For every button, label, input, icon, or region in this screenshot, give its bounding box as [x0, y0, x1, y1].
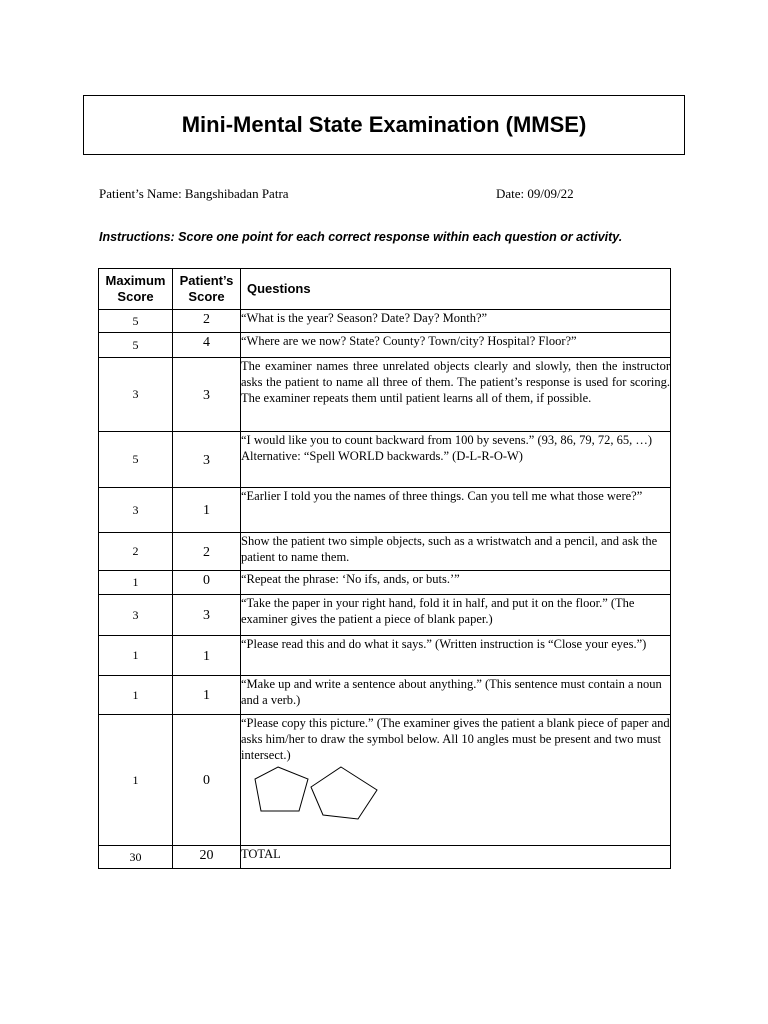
question-cell: Show the patient two simple objects, such as a wristwatch and a pencil, and ask the patient to name them. [241, 533, 671, 571]
table-row [99, 715, 671, 846]
question-cell: “Please read this and do what it says.” (Written instruction is “Close your eyes.”) [241, 636, 671, 676]
patient-name: Patient’s Name: Bangshibadan Patra [99, 186, 289, 201]
patient-score-cell: 2 [173, 533, 241, 571]
pentagon-right [311, 767, 377, 819]
intersecting-pentagons-drawing [241, 765, 381, 823]
table-row [99, 636, 671, 676]
header-patient-score: Patient’s Score [173, 269, 241, 310]
table-row [99, 310, 671, 333]
table-header-row [99, 269, 671, 310]
question-cell: The examiner names three unrelated objects clearly and slowly, then the instructor asks the patient to name all three of them. The patient’s response is used for scoring. The examiner repeats them until patient learns all of them, if possible. [241, 358, 671, 432]
max-score-cell: 2 [99, 533, 173, 571]
question-cell: “Take the paper in your right hand, fold it in half, and put it on the floor.” (The examiner gives the patient a piece of blank paper.) [241, 595, 671, 636]
max-score-cell: 1 [99, 571, 173, 595]
table-row [99, 358, 671, 432]
max-score-cell: 1 [99, 715, 173, 846]
page-title: Mini-Mental State Examination (MMSE) [181, 112, 587, 137]
total-patient-score-cell: 20 [173, 846, 241, 869]
table-row [99, 846, 671, 869]
instructions: Instructions: Score one point for each correct response within each question or activity. [99, 230, 623, 244]
patient-score-cell: 0 [173, 571, 241, 595]
patient-score-cell: 1 [173, 636, 241, 676]
question-alternative: Alternative: “Spell WORLD backwards.” (D-L-R-O-W) [241, 449, 523, 463]
exam-date: Date: 09/09/22 [496, 186, 574, 201]
table-row [99, 333, 671, 358]
patient-score-cell: 0 [173, 715, 241, 846]
question-cell [241, 715, 671, 846]
table-row [99, 533, 671, 571]
header-max-score: Maximum Score [99, 269, 173, 310]
max-score-cell: 5 [99, 432, 173, 488]
max-score-cell: 3 [99, 595, 173, 636]
question-cell: “Repeat the phrase: ‘No ifs, ands, or buts.’” [241, 571, 671, 595]
table-row [99, 488, 671, 533]
patient-score-cell: 1 [173, 676, 241, 715]
header-questions: Questions [241, 269, 671, 310]
max-score-cell: 5 [99, 333, 173, 358]
patient-score-cell: 1 [173, 488, 241, 533]
title-box [83, 95, 685, 155]
table-row [99, 571, 671, 595]
question-cell: “Where are we now? State? County? Town/city? Hospital? Floor?” [241, 333, 671, 358]
question-cell: “What is the year? Season? Date? Day? Month?” [241, 310, 671, 333]
patient-score-cell: 3 [173, 595, 241, 636]
total-label-cell: TOTAL [241, 846, 671, 869]
pentagon-left [255, 767, 308, 811]
max-score-cell: 3 [99, 488, 173, 533]
question-cell [241, 432, 671, 488]
max-score-cell: 1 [99, 636, 173, 676]
question-cell: “Earlier I told you the names of three things. Can you tell me what those were?” [241, 488, 671, 533]
table-row [99, 595, 671, 636]
patient-score-cell: 4 [173, 333, 241, 358]
table-row [99, 676, 671, 715]
patient-score-cell: 3 [173, 358, 241, 432]
patient-score-cell: 3 [173, 432, 241, 488]
patient-score-cell: 2 [173, 310, 241, 333]
mmse-table [98, 268, 671, 869]
max-score-cell: 5 [99, 310, 173, 333]
question-text: “Please copy this picture.” (The examiner gives the patient a blank piece of paper and asks him/her to draw the symbol below. All 10 angles must be present and two must intersect.) [241, 716, 670, 762]
total-max-score-cell: 30 [99, 846, 173, 869]
table-row [99, 432, 671, 488]
max-score-cell: 3 [99, 358, 173, 432]
question-text: “I would like you to count backward from 100 by sevens.” (93, 86, 79, 72, 65, …) [241, 433, 653, 447]
max-score-cell: 1 [99, 676, 173, 715]
question-cell: “Make up and write a sentence about anything.” (This sentence must contain a noun and a verb.) [241, 676, 671, 715]
